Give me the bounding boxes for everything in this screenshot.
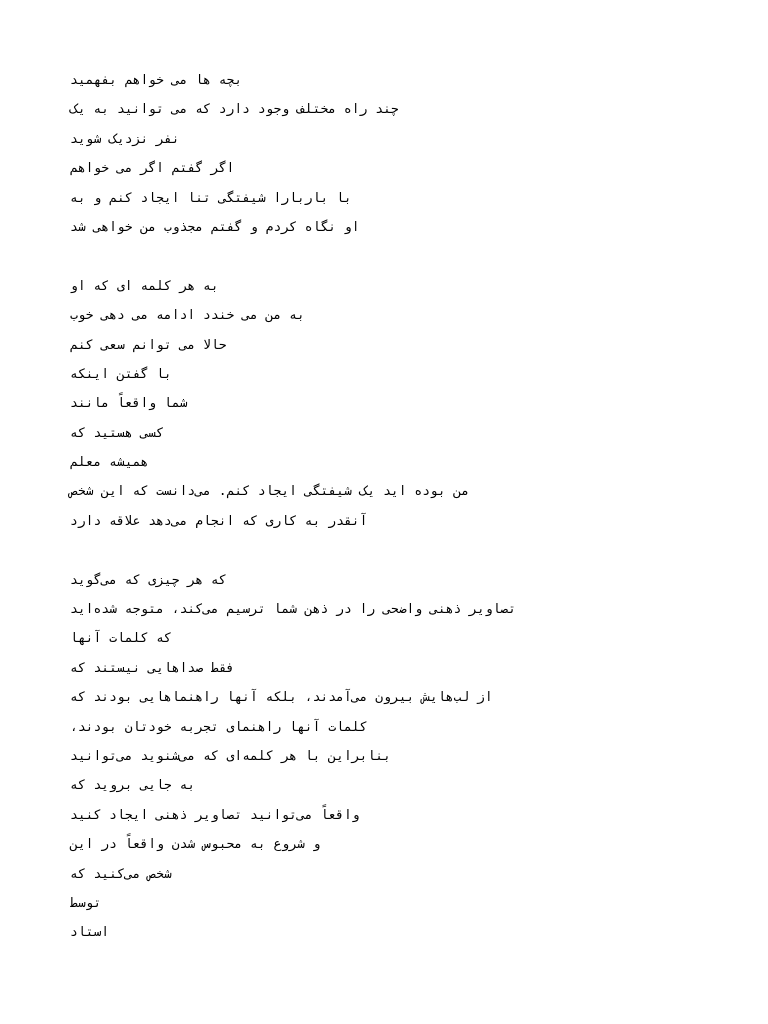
text-line: به جایی بروید که bbox=[70, 778, 196, 794]
text-line: به هر کلمه ای که او bbox=[70, 278, 219, 294]
text-line: من بوده اید یک شیفتگی ایجاد کنم. می‌دانست که این شخص bbox=[70, 484, 470, 500]
text-line: نفر نزدیک شوید bbox=[70, 131, 180, 147]
text-line: واقعاً می‌توانید تصاویر ذهنی ایجاد کنید bbox=[70, 807, 360, 823]
stanza-break bbox=[70, 536, 690, 565]
text-line: همیشه معلم bbox=[70, 455, 149, 471]
text-line: شخص می‌کنید که bbox=[70, 866, 172, 882]
text-line: با باربارا شیفتگی تنا ایجاد کنم و به bbox=[70, 190, 352, 206]
text-line: شما واقعاً مانند bbox=[70, 396, 188, 412]
text-line: حالا می توانم سعی کنم bbox=[70, 337, 227, 353]
text-line: اگر گفتم اگر می خواهم bbox=[70, 161, 235, 177]
text-line: آنقدر به کاری که انجام می‌دهد علاقه دارد bbox=[70, 513, 368, 529]
text-line: بچه ها می خواهم بفهمید bbox=[70, 73, 243, 88]
document-text bbox=[70, 66, 690, 948]
text-line: بنابراین با هر کلمه‌ای که می‌شنوید می‌توانید bbox=[70, 748, 391, 764]
text-line: و شروع به محبوس شدن واقعاً در این bbox=[70, 837, 321, 853]
text-line: به من می خندد ادامه می دهی خوب bbox=[70, 308, 305, 324]
text-line: استاد bbox=[70, 925, 110, 941]
text-line: که کلمات آنها bbox=[70, 631, 172, 647]
text-line: با گفتن اینکه bbox=[70, 366, 172, 382]
text-line: که هر چیزی که می‌گوید bbox=[70, 572, 227, 588]
stanza-break bbox=[70, 242, 690, 271]
text-line: تصاویر ذهنی واضحی را در ذهن شما ترسیم می‌کند، متوجه شده‌اید bbox=[70, 602, 517, 618]
text-line: او نگاه کردم و گفتم مجذوب من خواهی شد bbox=[70, 219, 360, 235]
text-line: فقط صداهایی نیستند که bbox=[70, 660, 235, 676]
text-line: از لب‌هایش بیرون می‌آمدند، بلکه آنها راهنماهایی بودند که bbox=[70, 690, 493, 706]
text-line: چند راه مختلف وجود دارد که می توانید به یک bbox=[70, 102, 399, 118]
text-line: توسط bbox=[70, 895, 102, 911]
text-line: کلمات آنها راهنمای تجربه خودتان بودند، bbox=[70, 719, 368, 735]
text-line: کسی هستید که bbox=[70, 425, 164, 441]
